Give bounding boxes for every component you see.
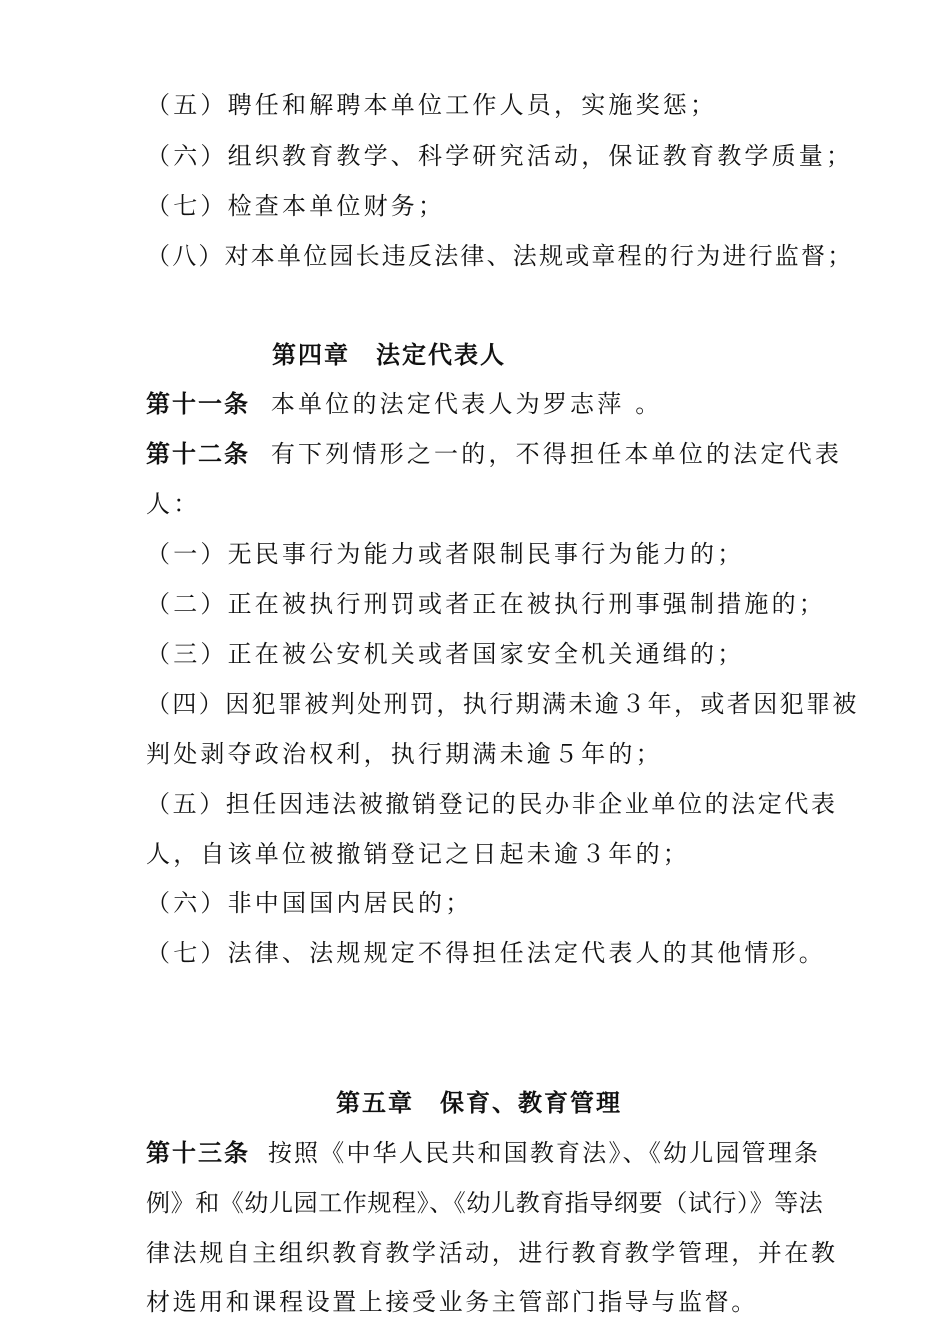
chapter-heading: 第五章 保育、教育管理 xyxy=(336,1088,622,1117)
article-label: 第十三条 xyxy=(146,1138,250,1167)
list-item: （三）正在被公安机关或者国家安全机关通缉的； xyxy=(146,640,745,668)
list-item: （八）对本单位园长违反法律、法规或章程的行为进行监督； xyxy=(146,242,854,270)
article-12 xyxy=(146,439,842,469)
article-text: 本单位的法定代表人为罗志萍 。 xyxy=(270,390,663,418)
article-text-continued: 律法规自主组织教育教学活动，进行教育教学管理，并在教 xyxy=(146,1239,838,1267)
list-item-continued: 判处剥夺政治权利，执行期满未逾５年的； xyxy=(146,740,663,768)
article-text: 按照《中华人民共和国教育法》、《幼儿园管理条 xyxy=(267,1139,821,1167)
list-item: （五）聘任和解聘本单位工作人员，实施奖惩； xyxy=(146,91,718,119)
list-item: （六）组织教育教学、科学研究活动，保证教育教学质量； xyxy=(146,142,854,170)
article-text-continued: 人： xyxy=(146,490,201,518)
list-item: （六）非中国国内居民的； xyxy=(146,889,473,917)
list-item: （五）担任因违法被撤销登记的民办非企业单位的法定代表 xyxy=(146,790,838,818)
article-13 xyxy=(146,1138,820,1168)
list-item: （二）正在被执行刑罚或者正在被执行刑事强制措施的； xyxy=(146,590,826,618)
article-text-continued: 例》和《幼儿园工作规程》、《幼儿教育指导纲要（试行）》等法 xyxy=(146,1189,824,1217)
list-item-continued: 人，自该单位被撤销登记之日起未逾３年的； xyxy=(146,840,690,868)
chapter-heading: 第四章 法定代表人 xyxy=(272,340,506,369)
article-label: 第十一条 xyxy=(146,389,250,418)
article-text: 有下列情形之一的，不得担任本单位的法定代表 xyxy=(270,440,843,468)
list-item: （七）检查本单位财务； xyxy=(146,192,446,220)
list-item: （四）因犯罪被判处刑罚，执行期满未逾３年，或者因犯罪被 xyxy=(146,690,859,718)
article-text-continued: 材选用和课程设置上接受业务主管部门指导与监督。 xyxy=(146,1288,758,1316)
article-11 xyxy=(146,389,662,419)
list-item: （一）无民事行为能力或者限制民事行为能力的； xyxy=(146,540,745,568)
article-label: 第十二条 xyxy=(146,439,250,468)
list-item: （七）法律、法规规定不得担任法定代表人的其他情形。 xyxy=(146,939,826,967)
